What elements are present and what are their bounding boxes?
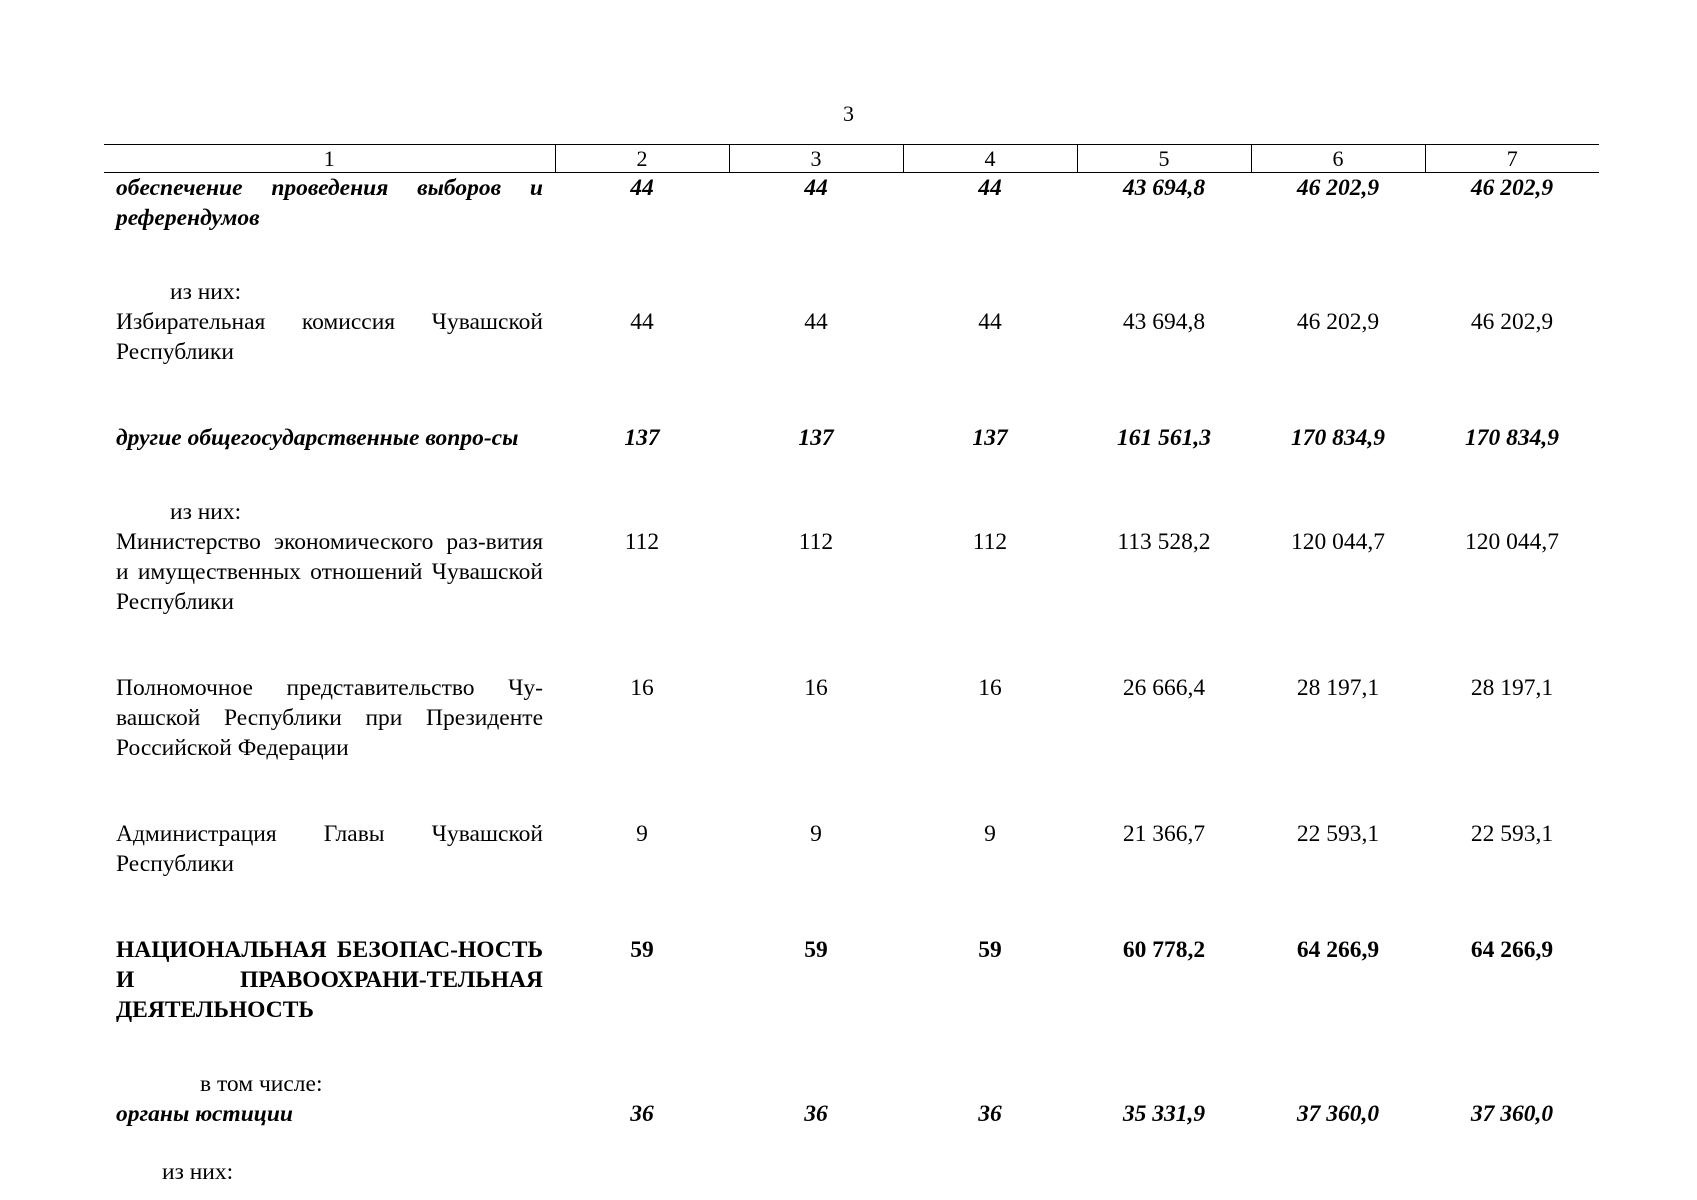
row-value: 64 266,9 [1470, 937, 1554, 963]
row-value: 112 [624, 529, 660, 555]
column-header: 3 [729, 145, 903, 173]
table-note-row [104, 277, 1599, 307]
row-value: 112 [972, 529, 1008, 555]
column-header: 7 [1425, 145, 1599, 173]
table-row [104, 935, 1599, 1025]
row-value: 36 [804, 1101, 828, 1127]
table-note-row [104, 1157, 1599, 1187]
row-value: 170 834,9 [1291, 425, 1385, 451]
row-value: 43 694,8 [1122, 309, 1206, 335]
table-header-row [104, 145, 1599, 173]
budget-table [104, 144, 1599, 1187]
table-row [104, 307, 1599, 367]
row-value: 28 197,1 [1296, 675, 1380, 701]
row-note: из них: [170, 279, 242, 305]
row-value: 64 266,9 [1296, 937, 1380, 963]
row-value: 137 [624, 425, 660, 451]
row-value: 21 366,7 [1122, 821, 1206, 847]
column-header: 1 [104, 145, 555, 173]
column-header: 2 [555, 145, 729, 173]
row-label: другие общегосударственные вопро-сы [116, 425, 519, 451]
table-row [104, 819, 1599, 879]
row-label: органы юстиции [116, 1101, 293, 1127]
row-label: Администрация Главы Чувашской Республики [116, 821, 543, 877]
row-value: 46 202,9 [1296, 175, 1380, 201]
row-value: 9 [636, 821, 648, 847]
row-value: 46 202,9 [1470, 309, 1554, 335]
row-value: 16 [630, 675, 654, 701]
row-value: 44 [804, 309, 828, 335]
row-value: 44 [978, 309, 1002, 335]
row-value: 44 [630, 309, 654, 335]
row-note: в том числе: [200, 1071, 323, 1097]
row-value: 120 044,7 [1291, 529, 1385, 555]
column-header: 4 [903, 145, 1077, 173]
row-label: Избирательная комиссия Чувашской Республики [116, 309, 543, 365]
row-label: Полномочное представительство Чу-вашской Республики при Президенте Российской Федерации [116, 675, 543, 761]
column-header: 6 [1251, 145, 1425, 173]
row-value: 22 593,1 [1470, 821, 1554, 847]
row-value: 120 044,7 [1465, 529, 1559, 555]
row-value: 43 694,8 [1122, 175, 1206, 201]
row-value: 137 [972, 425, 1008, 451]
row-value: 35 331,9 [1122, 1101, 1206, 1127]
row-value: 22 593,1 [1296, 821, 1380, 847]
row-value: 9 [984, 821, 996, 847]
row-value: 170 834,9 [1465, 425, 1559, 451]
row-value: 137 [798, 425, 834, 451]
row-label: Министерство экономического раз-вития и имущественных отношений Чувашской Республики [116, 529, 543, 615]
row-value: 26 666,4 [1122, 675, 1206, 701]
row-value: 28 197,1 [1470, 675, 1554, 701]
row-value: 36 [630, 1101, 654, 1127]
row-value: 36 [978, 1101, 1002, 1127]
table-row [104, 673, 1599, 763]
table-note-row [104, 1069, 1599, 1099]
table-note-row [104, 497, 1599, 527]
row-value: 161 561,3 [1117, 425, 1211, 451]
row-value: 37 360,0 [1296, 1101, 1380, 1127]
row-value: 46 202,9 [1470, 175, 1554, 201]
page-number: 3 [843, 101, 854, 126]
row-label: НАЦИОНАЛЬНАЯ БЕЗОПАС-НОСТЬ И ПРАВООХРАНИ-ТЕЛЬНАЯ ДЕЯТЕЛЬНОСТЬ [116, 937, 543, 1023]
table-row [104, 527, 1599, 617]
table-row [104, 1099, 1599, 1129]
row-value: 37 360,0 [1470, 1101, 1554, 1127]
row-value: 59 [630, 937, 654, 963]
table-row [104, 173, 1599, 234]
row-value: 59 [978, 937, 1002, 963]
row-value: 60 778,2 [1122, 937, 1206, 963]
row-value: 113 528,2 [1117, 529, 1211, 555]
column-header: 5 [1077, 145, 1251, 173]
row-value: 44 [630, 175, 654, 201]
row-value: 44 [978, 175, 1002, 201]
row-note: из них: [170, 499, 242, 525]
table-row [104, 423, 1599, 453]
row-label: обеспечение проведения выборов и референдумов [116, 175, 543, 231]
row-value: 46 202,9 [1296, 309, 1380, 335]
row-value: 9 [810, 821, 822, 847]
row-note: из них: [162, 1159, 234, 1185]
row-value: 16 [978, 675, 1002, 701]
row-value: 44 [804, 175, 828, 201]
row-value: 112 [798, 529, 834, 555]
row-value: 59 [804, 937, 828, 963]
row-value: 16 [804, 675, 828, 701]
